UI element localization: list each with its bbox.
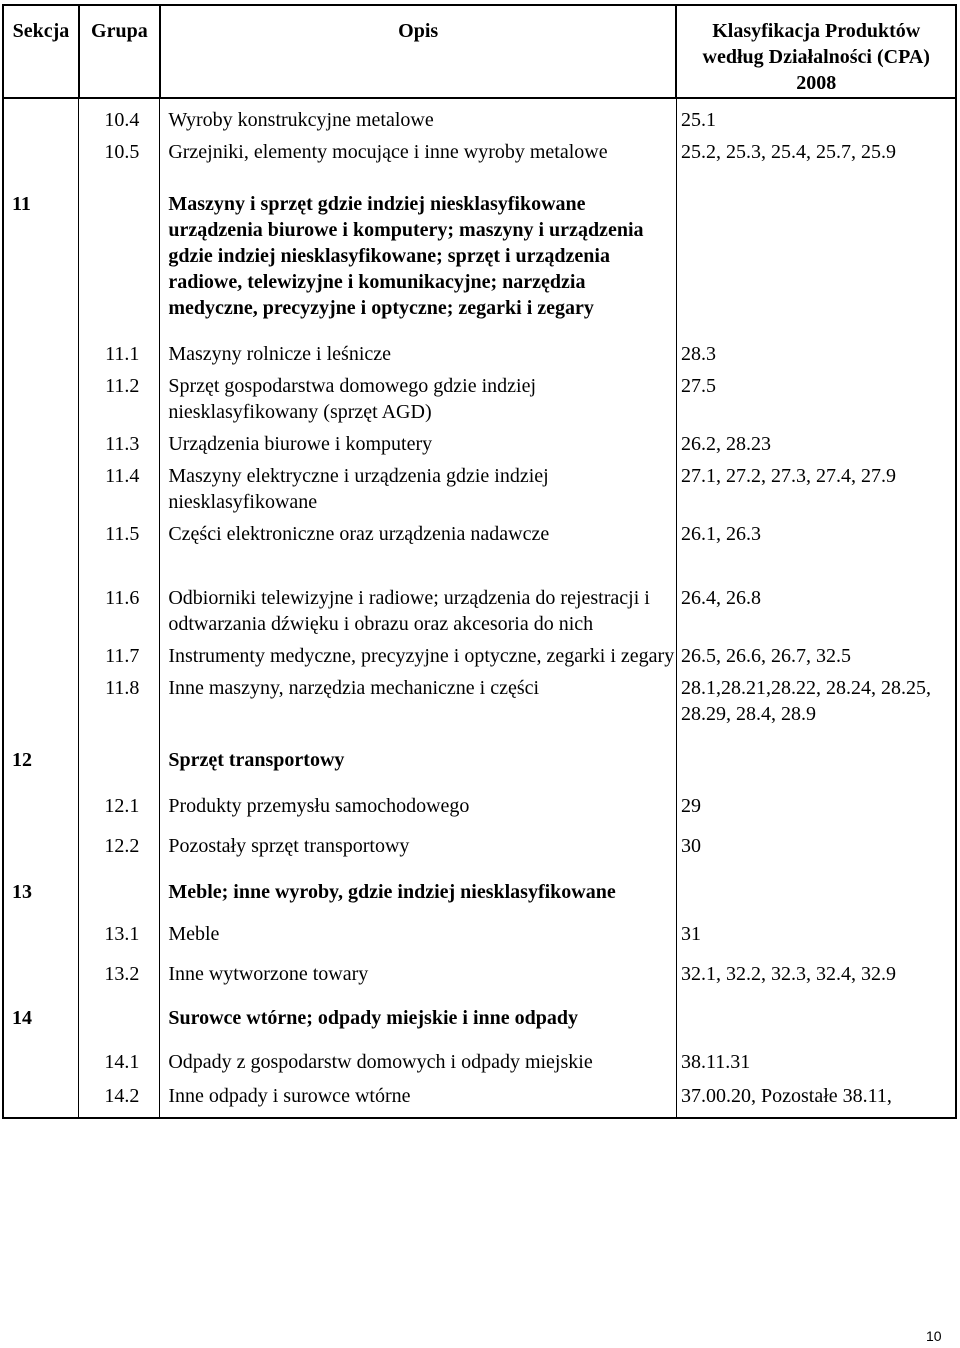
grupa-cell: 14.1: [79, 1037, 160, 1079]
grupa-cell: 14.2: [79, 1079, 160, 1118]
grupa-cell: 13.2: [79, 951, 160, 993]
opis-cell: Wyroby konstrukcyjne metalowe: [160, 98, 677, 135]
sekcja-cell: [3, 135, 79, 173]
sekcja-cell: [3, 641, 79, 673]
table-row: [3, 519, 956, 559]
cpa-cell: 26.4, 26.8: [676, 559, 956, 641]
cpa-cell: [676, 173, 956, 331]
sekcja-cell: [3, 519, 79, 559]
opis-cell: Produkty przemysłu samochodowego: [160, 779, 677, 823]
opis-cell: Sprzęt transportowy: [160, 735, 677, 779]
cpa-cell: 27.5: [676, 369, 956, 429]
sekcja-cell: [3, 559, 79, 641]
grupa-cell: 11.2: [79, 369, 160, 429]
sekcja-cell: [3, 369, 79, 429]
grupa-cell: 11.6: [79, 559, 160, 641]
header-cpa: [676, 5, 956, 98]
table-row: [3, 369, 956, 429]
header-cpa-line3: 2008: [796, 72, 837, 94]
opis-cell: Surowce wtórne; odpady miejskie i inne odpady: [160, 993, 677, 1037]
grupa-cell: [79, 865, 160, 911]
header-sekcja: Sekcja: [3, 5, 79, 98]
sekcja-cell: 13: [3, 865, 79, 911]
grupa-cell: 12.1: [79, 779, 160, 823]
table-row: [3, 779, 956, 823]
sekcja-cell: [3, 779, 79, 823]
table-row: [3, 429, 956, 459]
table-row: [3, 1037, 956, 1079]
classification-table: [2, 4, 957, 1119]
opis-cell: Instrumenty medyczne, precyzyjne i optyczne, zegarki i zegary: [160, 641, 677, 673]
cpa-cell: 26.2, 28.23: [676, 429, 956, 459]
table-row: [3, 559, 956, 641]
sekcja-cell: 14: [3, 993, 79, 1037]
grupa-cell: 11.4: [79, 459, 160, 519]
table-row: [3, 135, 956, 173]
grupa-cell: 11.3: [79, 429, 160, 459]
opis-cell: Inne wytworzone towary: [160, 951, 677, 993]
cpa-cell: 37.00.20, Pozostałe 38.11,: [676, 1079, 956, 1118]
table-row: [3, 173, 956, 331]
cpa-cell: 32.1, 32.2, 32.3, 32.4, 32.9: [676, 951, 956, 993]
opis-cell: Części elektroniczne oraz urządzenia nadawcze: [160, 519, 677, 559]
table-row: [3, 98, 956, 135]
opis-cell: Pozostały sprzęt transportowy: [160, 823, 677, 865]
opis-cell: Odbiorniki telewizyjne i radiowe; urządzenia do rejestracji i odtwarzania dźwięku i obrazu oraz akcesoria do nich: [160, 559, 677, 641]
table-row: [3, 865, 956, 911]
sekcja-cell: [3, 1037, 79, 1079]
grupa-cell: 12.2: [79, 823, 160, 865]
cpa-cell: 31: [676, 911, 956, 951]
sekcja-cell: 11: [3, 173, 79, 331]
opis-cell: Maszyny i sprzęt gdzie indziej niesklasyfikowane urządzenia biurowe i komputery; maszyny i urządzenia gdzie indziej niesklasyfikowane; sprzęt i urządzenia radiowe, telewizyjne i komunikacyjne; narzędzia medyczne, precyzyjne i optyczne; zegarki i zegary: [160, 173, 677, 331]
sekcja-cell: [3, 1079, 79, 1118]
grupa-cell: 11.5: [79, 519, 160, 559]
table-body: [3, 98, 956, 1118]
sekcja-cell: [3, 429, 79, 459]
grupa-cell: 11.1: [79, 331, 160, 369]
cpa-cell: 25.2, 25.3, 25.4, 25.7, 25.9: [676, 135, 956, 173]
sekcja-cell: [3, 459, 79, 519]
opis-cell: Sprzęt gospodarstwa domowego gdzie indziej niesklasyfikowany (sprzęt AGD): [160, 369, 677, 429]
cpa-cell: 30: [676, 823, 956, 865]
grupa-cell: 13.1: [79, 911, 160, 951]
cpa-cell: 38.11.31: [676, 1037, 956, 1079]
grupa-cell: [79, 735, 160, 779]
sekcja-cell: [3, 98, 79, 135]
opis-cell: Meble; inne wyroby, gdzie indziej niesklasyfikowane: [160, 865, 677, 911]
cpa-cell: 26.1, 26.3: [676, 519, 956, 559]
table-row: [3, 673, 956, 735]
cpa-cell: 26.5, 26.6, 26.7, 32.5: [676, 641, 956, 673]
sekcja-cell: [3, 823, 79, 865]
grupa-cell: [79, 173, 160, 331]
cpa-cell: [676, 865, 956, 911]
table-row: [3, 331, 956, 369]
opis-cell: Maszyny rolnicze i leśnicze: [160, 331, 677, 369]
cpa-cell: 29: [676, 779, 956, 823]
header-cpa-line1: Klasyfikacja Produktów: [712, 20, 921, 42]
table-row: [3, 459, 956, 519]
opis-cell: Inne maszyny, narzędzia mechaniczne i części: [160, 673, 677, 735]
table-row: [3, 911, 956, 951]
table-row: [3, 735, 956, 779]
table-row: [3, 993, 956, 1037]
cpa-cell: 27.1, 27.2, 27.3, 27.4, 27.9: [676, 459, 956, 519]
opis-cell: Odpady z gospodarstw domowych i odpady miejskie: [160, 1037, 677, 1079]
page-number: 10: [926, 1328, 942, 1344]
grupa-cell: 10.4: [79, 98, 160, 135]
grupa-cell: [79, 993, 160, 1037]
header-cpa-line2: według Działalności (CPA): [702, 46, 930, 68]
table-row: [3, 641, 956, 673]
opis-cell: Inne odpady i surowce wtórne: [160, 1079, 677, 1118]
cpa-cell: 28.1,28.21,28.22, 28.24, 28.25, 28.29, 28.4, 28.9: [676, 673, 956, 735]
sekcja-cell: 12: [3, 735, 79, 779]
opis-cell: Maszyny elektryczne i urządzenia gdzie indziej niesklasyfikowane: [160, 459, 677, 519]
grupa-cell: 10.5: [79, 135, 160, 173]
header-opis: Opis: [160, 5, 677, 98]
cpa-cell: 25.1: [676, 98, 956, 135]
cpa-cell: [676, 993, 956, 1037]
cpa-cell: [676, 735, 956, 779]
sekcja-cell: [3, 951, 79, 993]
opis-cell: Meble: [160, 911, 677, 951]
table-header: [3, 5, 956, 98]
table-row: [3, 1079, 956, 1118]
opis-cell: Urządzenia biurowe i komputery: [160, 429, 677, 459]
header-grupa: Grupa: [79, 5, 160, 98]
table-row: [3, 823, 956, 865]
opis-cell: Grzejniki, elementy mocujące i inne wyroby metalowe: [160, 135, 677, 173]
cpa-cell: 28.3: [676, 331, 956, 369]
sekcja-cell: [3, 673, 79, 735]
grupa-cell: 11.7: [79, 641, 160, 673]
sekcja-cell: [3, 331, 79, 369]
grupa-cell: 11.8: [79, 673, 160, 735]
table-row: [3, 951, 956, 993]
sekcja-cell: [3, 911, 79, 951]
